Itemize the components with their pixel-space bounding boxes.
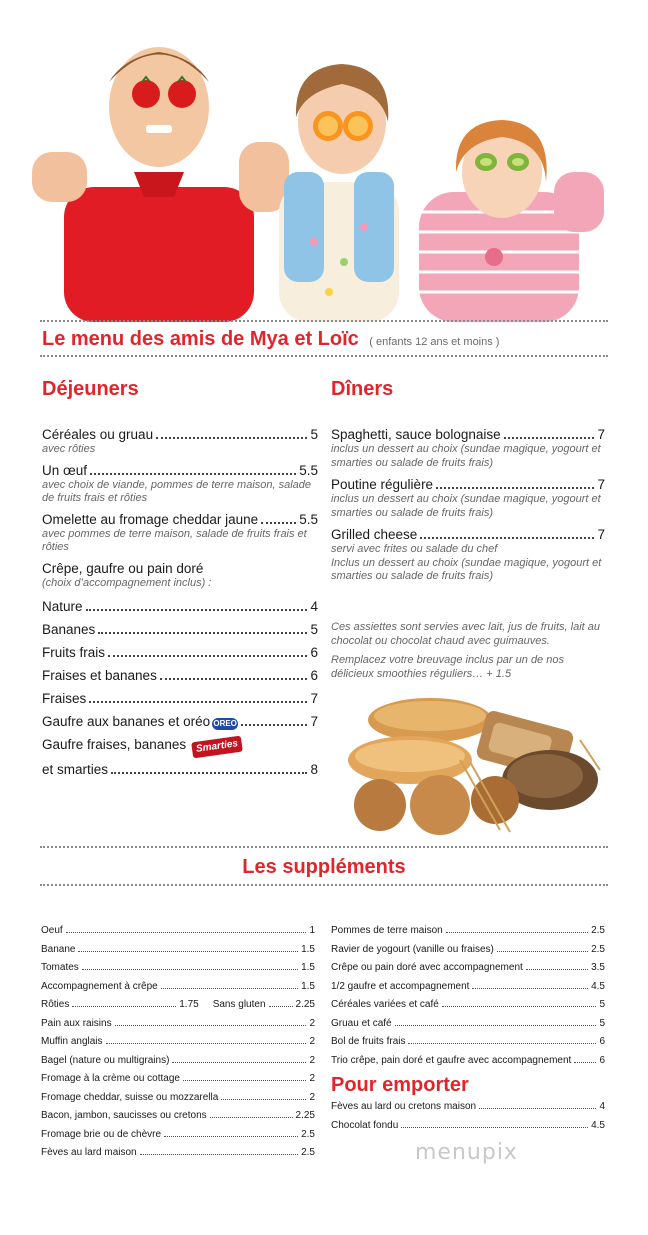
menu-item-crepe [42, 560, 318, 591]
supplement-label: Ravier de yogourt (vanille ou fraises) [331, 943, 494, 955]
option-price: 7 [310, 714, 318, 729]
supplement-price: 5 [599, 1017, 605, 1029]
emporter-item [331, 1117, 605, 1136]
supplement-item [331, 1052, 605, 1071]
emporter-price: 4.5 [591, 1119, 605, 1131]
supplement-price: 4.5 [591, 980, 605, 992]
supplement-label: Gruau et café [331, 1017, 392, 1029]
item-label: Poutine régulière [331, 477, 434, 492]
supplement-item [331, 1015, 605, 1034]
menu-title-main: Le menu des amis de Mya et Loïc [42, 328, 359, 350]
menu-item [42, 462, 318, 506]
dejeuners-column [42, 426, 318, 784]
supplement-item [331, 922, 605, 941]
supplement-price: 2.5 [301, 1147, 315, 1158]
supplement-price: 2 [309, 1017, 315, 1029]
item-description: avec rôties [42, 443, 96, 455]
divider-top [40, 320, 608, 322]
crepe-option [42, 713, 318, 730]
item-description: inclus un dessert au choix (sundae magique, yogourt et smarties ou salade de fruits frais) [331, 493, 601, 519]
supplement-price: 3.5 [591, 962, 605, 973]
supplement-price: 2 [309, 1073, 315, 1084]
supplement-label: Fromage cheddar, suisse ou mozzarella [41, 1091, 219, 1103]
item-price: 5.5 [299, 462, 318, 478]
supplement-price: 2.5 [591, 925, 605, 936]
supplement-item [331, 978, 605, 997]
option-price: 5 [310, 622, 318, 637]
supplements-heading: Les suppléments [242, 856, 406, 878]
supplement-label: Tomates [41, 962, 79, 973]
supplement-item [41, 1089, 315, 1108]
menu-title [42, 328, 622, 351]
supplement-price: 2 [309, 1054, 315, 1066]
crepe-option [42, 736, 318, 755]
option-label: et smarties [42, 762, 109, 777]
menu-item [331, 526, 605, 584]
supplement-price: 6 [599, 1054, 605, 1066]
boy-figure [32, 47, 289, 322]
supplement-label: Trio crêpe, pain doré et gaufre avec accompagnement [331, 1054, 572, 1066]
emporter-item [331, 1098, 605, 1117]
item-price: 5 [310, 427, 318, 442]
emporter-price: 4 [599, 1101, 605, 1112]
supplement-label: Fromage brie ou de chèvre [41, 1128, 162, 1140]
option-label: Gaufre fraises, bananes [42, 737, 187, 752]
item-label: Omelette au fromage cheddar jaune [42, 511, 259, 527]
girl-middle-figure [279, 64, 399, 322]
supplement-item [41, 1107, 315, 1126]
supplement-price-gluten-free: 2.25 [295, 999, 315, 1010]
supplement-price: 2 [309, 1091, 315, 1103]
supplement-label: Bagel (nature ou multigrains) [41, 1054, 170, 1066]
smoothie-note: Remplacez votre breuvage inclus par un de nos délicieux smoothies réguliers… + 1.5 [331, 654, 564, 680]
item-label: Un œuf [42, 462, 88, 478]
divider-under-title [40, 355, 608, 357]
option-price: 8 [310, 762, 318, 777]
supplement-label: Rôties [41, 999, 70, 1010]
supplement-label: 1/2 gaufre et accompagnement [331, 980, 470, 992]
divider-supplements-top [40, 846, 608, 848]
supplement-item [41, 978, 315, 997]
supplement-label: Muffin anglais [41, 1036, 103, 1047]
supplement-price: 2.25 [295, 1110, 315, 1121]
divider-supplements-bottom [40, 884, 608, 886]
crepe-option [42, 621, 318, 638]
supplement-item [41, 1033, 315, 1052]
supplement-item [41, 941, 315, 960]
supplement-price: 5 [599, 999, 605, 1010]
menu-title-subtitle: ( enfants 12 ans et moins ) [369, 336, 500, 348]
emporter-label: Chocolat fondu [331, 1119, 399, 1131]
item-description: (choix d’accompagnement inclus) : [42, 576, 212, 589]
supplement-price: 2.5 [301, 1128, 315, 1140]
oreo-logo: OREO [213, 719, 237, 728]
item-price: 7 [597, 527, 605, 542]
supplement-item [41, 1070, 315, 1089]
supplement-price: 2.5 [591, 943, 605, 955]
item-label: Céréales ou gruau [42, 427, 154, 442]
watermark: menupix [415, 1140, 518, 1165]
crepe-option [42, 667, 318, 684]
supplement-label: Bacon, jambon, saucisses ou cretons [41, 1110, 207, 1121]
hero-photo-children [24, 22, 624, 322]
supplement-item [41, 1144, 315, 1163]
supplement-price: 2 [309, 1036, 315, 1047]
supplement-item [331, 941, 605, 960]
menu-item [42, 511, 318, 555]
supplements-left-column [41, 922, 315, 1163]
item-description: avec choix de viande, pommes de terre maison, salade de fruits frais et rôties [42, 478, 312, 504]
item-label: Spaghetti, sauce bolognaise [331, 427, 501, 442]
supplement-item [41, 922, 315, 941]
crepe-option [42, 644, 318, 661]
item-label: Crêpe, gaufre ou pain doré [42, 560, 204, 576]
supplement-item [41, 1126, 315, 1145]
supplement-price: 1.5 [301, 980, 315, 992]
crepe-option [42, 598, 318, 615]
supplement-price: 1.75 [179, 999, 199, 1010]
supplement-price: 1.5 [301, 943, 315, 955]
menu-item [331, 476, 605, 520]
beverage-note: Ces assiettes sont servies avec lait, jus de fruits, lait au chocolat ou chocolat chaud avec guimauves. [331, 621, 601, 647]
supplement-label: Bol de fruits frais [331, 1036, 406, 1047]
item-label: Grilled cheese [331, 527, 418, 542]
supplement-item [331, 959, 605, 978]
option-label: Fruits frais [42, 645, 106, 660]
supplement-label: Fromage à la crème ou cottage [41, 1073, 180, 1084]
option-price: 4 [310, 599, 318, 614]
supplement-item [331, 996, 605, 1015]
menu-item [331, 426, 605, 470]
option-label: Fraises et bananes [42, 668, 157, 683]
supplement-item [41, 1052, 315, 1071]
crepe-option [42, 761, 318, 778]
bread-photo [340, 690, 610, 840]
supplement-item [331, 1033, 605, 1052]
supplement-item-roties [41, 996, 315, 1015]
option-price: 7 [310, 691, 318, 706]
option-label: Gaufre aux bananes et oréo [42, 714, 211, 729]
supplements-right-column [331, 922, 605, 1135]
supplement-label-gluten-free: Sans gluten [212, 999, 266, 1010]
diners-column [331, 426, 605, 590]
supplement-price: 6 [599, 1036, 605, 1047]
supplement-item [41, 959, 315, 978]
bread-illustration [340, 690, 610, 840]
supplement-price: 1.5 [301, 962, 315, 973]
menu-item [42, 426, 318, 457]
option-label: Bananes [42, 622, 96, 637]
supplement-label: Pain aux raisins [41, 1017, 112, 1029]
supplement-item [41, 1015, 315, 1034]
diners-heading: Dîners [331, 378, 394, 400]
item-description: servi avec frites ou salade du chef [331, 543, 498, 555]
supplement-label: Céréales variées et café [331, 999, 439, 1010]
option-price: 6 [310, 668, 318, 683]
option-label: Fraises [42, 691, 87, 706]
smarties-logo: Smarties [191, 736, 243, 759]
crepe-option [42, 690, 318, 707]
option-label: Nature [42, 599, 83, 614]
item-price: 7 [597, 427, 605, 442]
children-fruit-illustration [24, 22, 624, 322]
item-price: 7 [597, 477, 605, 492]
dejeuners-heading: Déjeuners [42, 378, 139, 400]
emporter-label: Fèves au lard ou cretons maison [331, 1101, 477, 1112]
item-description: avec pommes de terre maison, salade de fruits frais et rôties [42, 527, 307, 553]
supplement-price: 1 [309, 925, 315, 936]
supplement-label: Fèves au lard maison [41, 1147, 137, 1158]
supplement-label: Banane [41, 943, 76, 955]
supplement-label: Crêpe ou pain doré avec accompagnement [331, 962, 523, 973]
option-price: 6 [310, 645, 318, 660]
supplement-label: Accompagnement à crêpe [41, 980, 158, 992]
item-price: 5.5 [299, 511, 318, 527]
emporter-heading: Pour emporter [331, 1074, 469, 1096]
item-description-2: Inclus un dessert au choix (sundae magique, yogourt et smarties ou salade de fruits frais) [331, 556, 602, 582]
supplement-label: Oeuf [41, 925, 63, 936]
girl-right-figure [419, 120, 604, 322]
item-description: inclus un dessert au choix (sundae magique, yogourt et smarties ou salade de fruits frais) [331, 443, 601, 469]
supplement-label: Pommes de terre maison [331, 925, 443, 936]
